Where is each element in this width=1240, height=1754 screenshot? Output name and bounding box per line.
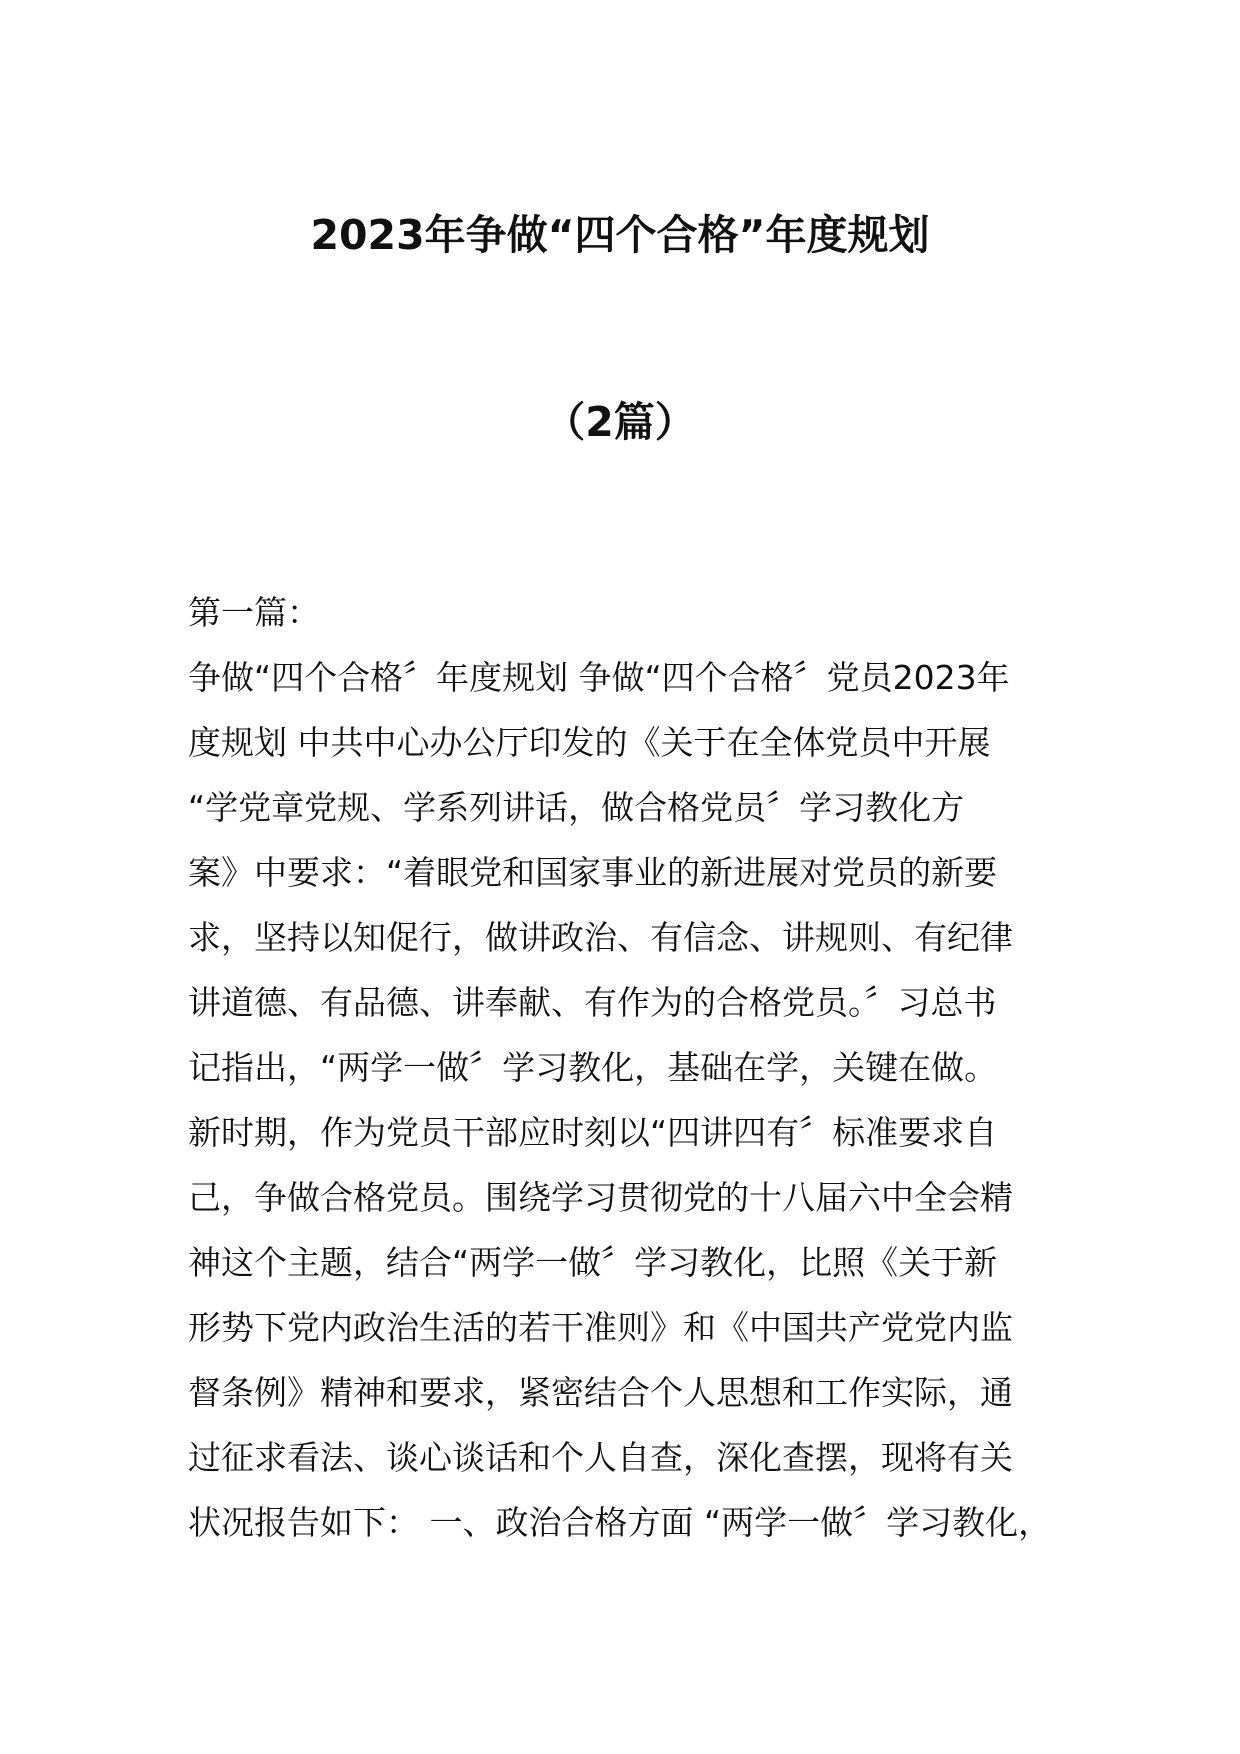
body-line: 过征求看法、谈心谈话和个人自查，深化查摆，现将有关: [188, 1438, 1013, 1477]
body-line: 求，坚持以知促行，做讲政治、有信念、讲规则、有纪律: [188, 918, 1013, 957]
body-line: 讲道德、有品德、讲奉献、有作为的合格党员。〞习总书: [188, 983, 997, 1022]
body-line: 神这个主题，结合“两学一做〞学习教化，比照《关于新: [188, 1243, 998, 1282]
body-line: 记指出，“两学一做〞学习教化，基础在学，关键在做。: [188, 1048, 998, 1087]
body-line: 状况报告如下： 一、政治合格方面 “两学一做〞学习教化，: [188, 1503, 1052, 1542]
body-line: 形势下党内政治生活的若干准则》和《中国共产党党内监: [188, 1308, 1013, 1347]
section-heading: 第一篇：: [188, 593, 320, 632]
body-line: 争做“四个合格〞年度规划 争做“四个合格〞党员2023年: [188, 658, 1010, 697]
document-subtitle: （2篇）: [544, 398, 696, 446]
body-line: 督条例》精神和要求，紧密结合个人思想和工作实际，通: [188, 1373, 1013, 1412]
document-title: 2023年争做“四个合格”年度规划: [310, 211, 930, 259]
body-line: “学党章党规、学系列讲话，做合格党员〞学习教化方: [188, 788, 965, 827]
body-line: 案》中要求：“着眼党和国家事业的新进展对党员的新要: [188, 853, 998, 892]
body-line: 度规划 中共中心办公厅印发的《关于在全体党员中开展: [188, 723, 991, 762]
document-body: [188, 580, 1088, 1555]
body-line: 己，争做合格党员。围绕学习贯彻党的十八届六中全会精: [188, 1178, 1013, 1217]
body-line: 新时期，作为党员干部应时刻以“四讲四有〞标准要求自: [188, 1113, 998, 1152]
